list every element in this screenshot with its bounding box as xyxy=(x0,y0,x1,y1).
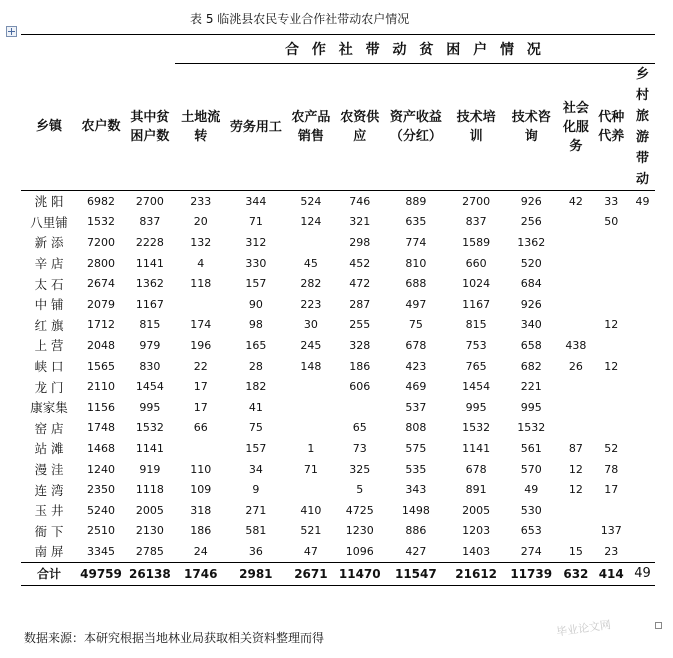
cell-breed xyxy=(593,500,630,521)
cell-land: 118 xyxy=(190,277,212,291)
total-row xyxy=(21,562,655,585)
table-row xyxy=(21,294,655,315)
cell-social: 12 xyxy=(568,462,583,476)
cell-poor: 1532 xyxy=(135,421,164,435)
table-resize-handle[interactable] xyxy=(655,622,662,629)
col-header-town: 乡镇 xyxy=(21,64,77,191)
cell-poor: 1362 xyxy=(135,277,164,291)
cell-town: 衙 下 xyxy=(34,523,64,539)
cell-agri: 472 xyxy=(349,277,371,291)
cell-breed: 50 xyxy=(604,215,619,229)
cell-poor: 2005 xyxy=(135,503,164,517)
cell-tech: 765 xyxy=(465,359,487,373)
cell-social: 87 xyxy=(568,441,583,455)
cell-land: 132 xyxy=(190,235,212,249)
col-header-agri: 农资供 应 xyxy=(337,64,383,191)
cell-poor: 2700 xyxy=(135,194,164,208)
cell-town: 龙 门 xyxy=(34,379,64,395)
cell-tech: 753 xyxy=(465,338,487,352)
cell-product xyxy=(285,232,337,253)
cell-breed: 33 xyxy=(604,194,619,208)
cell-town: 辛 店 xyxy=(34,256,64,272)
table-title: 表 5 临洮县农民专业合作社带动农户情况 xyxy=(190,12,410,26)
cell-land: 66 xyxy=(193,421,208,435)
cell-labor: 36 xyxy=(248,544,263,558)
cell-labor: 98 xyxy=(248,318,263,332)
cell-town: 太 石 xyxy=(34,276,64,292)
cell-town: 连 湾 xyxy=(34,482,64,498)
cell-tech: 2700 xyxy=(462,194,491,208)
total-social: 632 xyxy=(559,562,592,585)
watermark: 毕业论文网 xyxy=(555,618,612,639)
group-header-row xyxy=(21,35,655,64)
table-row xyxy=(21,356,655,377)
cell-agri: 325 xyxy=(349,462,371,476)
cell-asset: 575 xyxy=(405,441,427,455)
cell-product: 524 xyxy=(300,194,322,208)
cell-labor: 71 xyxy=(248,215,263,229)
cell-tour xyxy=(630,438,655,459)
cell-asset: 535 xyxy=(405,462,427,476)
cell-breed xyxy=(593,273,630,294)
total-breed: 414 xyxy=(593,562,630,585)
cell-land: 109 xyxy=(190,483,212,497)
total-agri: 11470 xyxy=(337,562,383,585)
cell-product: 148 xyxy=(300,359,322,373)
cell-land: 233 xyxy=(190,194,212,208)
cell-product: 1 xyxy=(307,441,315,455)
cell-breed: 12 xyxy=(604,318,619,332)
table-row xyxy=(21,500,655,521)
cell-households: 6982 xyxy=(87,194,115,208)
cell-tech: 815 xyxy=(465,318,487,332)
cell-agri: 255 xyxy=(349,318,371,332)
cell-tour xyxy=(630,500,655,521)
cell-asset: 889 xyxy=(405,194,427,208)
table-row xyxy=(21,232,655,253)
cell-agri: 321 xyxy=(349,215,371,229)
cell-town: 漫 洼 xyxy=(34,462,64,478)
cell-tech: 1203 xyxy=(462,524,491,538)
total-households: 49759 xyxy=(77,562,125,585)
cell-tour xyxy=(630,273,655,294)
cell-poor: 1167 xyxy=(135,297,164,311)
cell-town: 新 添 xyxy=(34,235,64,251)
cell-breed: 17 xyxy=(604,483,619,497)
cell-labor: 9 xyxy=(252,483,260,497)
cell-social xyxy=(559,418,592,439)
cell-consult: 561 xyxy=(520,441,542,455)
cell-agri: 73 xyxy=(352,441,367,455)
col-header-breed: 代种 代养 xyxy=(593,64,630,191)
cell-town: 八里铺 xyxy=(30,214,68,230)
cell-asset: 1498 xyxy=(401,503,430,517)
cell-households: 1240 xyxy=(87,462,115,476)
cell-households: 1468 xyxy=(87,441,115,455)
table-row xyxy=(21,397,655,418)
cell-tech: 1167 xyxy=(462,297,491,311)
cell-tour xyxy=(630,253,655,274)
cell-consult: 1362 xyxy=(517,235,546,249)
table-move-handle-icon[interactable] xyxy=(6,26,17,37)
cell-town: 南 屏 xyxy=(34,544,64,560)
cell-tour xyxy=(630,335,655,356)
cell-social: 42 xyxy=(568,194,583,208)
cell-agri: 1096 xyxy=(345,544,374,558)
cell-town: 站 滩 xyxy=(34,441,64,457)
cell-town: 康家集 xyxy=(30,400,68,416)
cell-product xyxy=(285,376,337,397)
cell-agri: 452 xyxy=(349,256,371,270)
col-header-product: 农产品 销售 xyxy=(285,64,337,191)
cell-town: 洮 阳 xyxy=(34,194,64,210)
source-note: 数据来源：本研究根据当地林业局获取相关资料整理而得 xyxy=(24,631,325,645)
cell-land: 20 xyxy=(193,215,208,229)
cell-labor: 41 xyxy=(248,400,263,414)
table-body xyxy=(21,35,655,586)
cell-land: 196 xyxy=(190,338,212,352)
cell-agri: 746 xyxy=(349,194,371,208)
cell-land: 17 xyxy=(193,400,208,414)
cell-asset: 469 xyxy=(405,380,427,394)
table-row xyxy=(21,212,655,233)
cell-breed xyxy=(593,232,630,253)
cell-households: 1712 xyxy=(87,318,115,332)
cell-land: 110 xyxy=(190,462,212,476)
cell-labor: 157 xyxy=(245,441,267,455)
cell-asset: 810 xyxy=(405,256,427,270)
cell-breed: 137 xyxy=(600,524,622,538)
cell-product: 521 xyxy=(300,524,322,538)
cell-tour xyxy=(630,459,655,480)
cell-labor: 157 xyxy=(245,277,267,291)
table-row xyxy=(21,191,655,212)
cell-social xyxy=(559,500,592,521)
cell-households: 2350 xyxy=(87,483,115,497)
cell-poor: 837 xyxy=(139,215,161,229)
cell-tour xyxy=(630,356,655,377)
cell-breed: 23 xyxy=(604,544,619,558)
cell-labor: 75 xyxy=(248,421,263,435)
cell-asset: 343 xyxy=(405,483,427,497)
cell-labor: 312 xyxy=(245,235,267,249)
cell-labor: 581 xyxy=(245,524,267,538)
cell-poor: 2130 xyxy=(135,524,164,538)
cell-poor: 995 xyxy=(139,400,161,414)
cell-poor: 1141 xyxy=(135,441,164,455)
cell-breed xyxy=(593,253,630,274)
cell-labor: 344 xyxy=(245,194,267,208)
cell-consult: 658 xyxy=(520,338,542,352)
table-row xyxy=(21,541,655,562)
cell-product xyxy=(285,397,337,418)
cell-tech: 1024 xyxy=(462,277,491,291)
cell-tech: 2005 xyxy=(462,503,491,517)
cell-poor: 830 xyxy=(139,359,161,373)
cell-households: 2674 xyxy=(87,277,115,291)
cell-agri: 606 xyxy=(349,380,371,394)
cell-breed xyxy=(593,376,630,397)
cell-product: 71 xyxy=(303,462,318,476)
table-row xyxy=(21,335,655,356)
col-header-asset: 资产收益 （分红） xyxy=(383,64,450,191)
cell-poor: 2785 xyxy=(135,544,164,558)
cell-poor: 815 xyxy=(139,318,161,332)
cell-breed: 12 xyxy=(604,359,619,373)
cell-poor: 1454 xyxy=(135,380,164,394)
cell-town: 中 铺 xyxy=(34,297,64,313)
cell-breed xyxy=(593,294,630,315)
total-product: 2671 xyxy=(285,562,337,585)
cell-tour xyxy=(630,479,655,500)
cell-social xyxy=(559,253,592,274)
cell-consult: 256 xyxy=(520,215,542,229)
group-header-spacer xyxy=(21,35,175,64)
cell-households: 7200 xyxy=(87,235,115,249)
total-labor: 2981 xyxy=(227,562,285,585)
group-header: 合 作 社 带 动 贫 困 户 情 况 xyxy=(175,35,655,64)
cell-tour xyxy=(630,521,655,542)
cell-land: 4 xyxy=(197,256,205,270)
cell-product: 30 xyxy=(303,318,318,332)
col-header-social: 社会 化服 务 xyxy=(559,64,592,191)
cell-labor: 28 xyxy=(248,359,263,373)
cell-agri: 5 xyxy=(356,483,364,497)
cell-labor: 271 xyxy=(245,503,267,517)
cell-social xyxy=(559,376,592,397)
cell-agri: 65 xyxy=(352,421,367,435)
cell-consult: 684 xyxy=(520,277,542,291)
cell-social xyxy=(559,521,592,542)
cell-labor: 34 xyxy=(248,462,263,476)
cell-land: 318 xyxy=(190,503,212,517)
cell-land xyxy=(175,294,227,315)
table-row xyxy=(21,315,655,336)
cell-tech: 660 xyxy=(465,256,487,270)
cell-social xyxy=(559,273,592,294)
cell-consult: 926 xyxy=(520,297,542,311)
cell-tour xyxy=(630,541,655,562)
cell-asset: 497 xyxy=(405,297,427,311)
cell-town: 红 旗 xyxy=(34,317,64,333)
col-header-consult: 技术咨 询 xyxy=(503,64,559,191)
cell-social: 15 xyxy=(568,544,583,558)
cell-land xyxy=(175,438,227,459)
cell-product: 223 xyxy=(300,297,322,311)
cell-labor: 90 xyxy=(248,297,263,311)
cell-consult: 995 xyxy=(520,400,542,414)
cell-land: 17 xyxy=(193,380,208,394)
cell-agri: 298 xyxy=(349,235,371,249)
col-header-poor: 其中贫 困户数 xyxy=(125,64,175,191)
cell-tour xyxy=(630,376,655,397)
total-consult: 11739 xyxy=(503,562,559,585)
cell-tech: 1589 xyxy=(462,235,491,249)
cell-labor: 330 xyxy=(245,256,267,270)
cell-breed xyxy=(593,397,630,418)
cell-poor: 2228 xyxy=(135,235,164,249)
cell-product: 245 xyxy=(300,338,322,352)
table-row xyxy=(21,438,655,459)
cell-households: 2510 xyxy=(87,524,115,538)
cell-agri: 186 xyxy=(349,359,371,373)
cell-land: 174 xyxy=(190,318,212,332)
cell-town: 上 营 xyxy=(34,338,64,354)
cell-households: 3345 xyxy=(87,544,115,558)
cell-asset: 886 xyxy=(405,524,427,538)
col-header-tour: 乡 村 旅 游 带 动 xyxy=(630,64,655,191)
cell-social xyxy=(559,294,592,315)
cell-social: 26 xyxy=(568,359,583,373)
total-asset: 11547 xyxy=(383,562,450,585)
cell-consult: 926 xyxy=(520,194,542,208)
cell-tour xyxy=(630,212,655,233)
cell-tech: 837 xyxy=(465,215,487,229)
table-row xyxy=(21,418,655,439)
cell-tour xyxy=(630,315,655,336)
cell-tour: 49 xyxy=(635,194,650,208)
table-row xyxy=(21,459,655,480)
cell-product: 47 xyxy=(303,544,318,558)
table-row xyxy=(21,253,655,274)
total-tech: 21612 xyxy=(449,562,503,585)
cell-breed: 52 xyxy=(604,441,619,455)
cell-consult: 274 xyxy=(520,544,542,558)
table-row xyxy=(21,479,655,500)
total-land: 1746 xyxy=(175,562,227,585)
cell-town: 峡 口 xyxy=(34,359,64,375)
cell-tour xyxy=(630,397,655,418)
table-row xyxy=(21,376,655,397)
cell-consult: 653 xyxy=(520,524,542,538)
cell-town: 窑 店 xyxy=(34,420,64,436)
cooperative-table xyxy=(21,34,655,586)
cell-households: 1748 xyxy=(87,421,115,435)
cell-tech: 891 xyxy=(465,483,487,497)
cell-social: 438 xyxy=(565,338,587,352)
cell-tech: 1532 xyxy=(462,421,491,435)
cell-consult: 49 xyxy=(524,483,539,497)
cell-product xyxy=(285,479,337,500)
cell-households: 2800 xyxy=(87,256,115,270)
cell-breed xyxy=(593,335,630,356)
cell-land: 22 xyxy=(193,359,208,373)
cell-asset: 688 xyxy=(405,277,427,291)
cell-poor: 919 xyxy=(139,462,161,476)
cell-asset: 423 xyxy=(405,359,427,373)
total-town: 合计 xyxy=(21,562,77,585)
cell-households: 2110 xyxy=(87,380,115,394)
cell-agri: 287 xyxy=(349,297,371,311)
cell-tech: 678 xyxy=(465,462,487,476)
cell-households: 5240 xyxy=(87,503,115,517)
cell-product: 282 xyxy=(300,277,322,291)
cell-land: 186 xyxy=(190,524,212,538)
cell-consult: 570 xyxy=(520,462,542,476)
table-row xyxy=(21,273,655,294)
cell-tech: 1454 xyxy=(462,380,491,394)
cell-households: 1565 xyxy=(87,359,115,373)
cell-agri: 1230 xyxy=(345,524,374,538)
cell-product: 410 xyxy=(300,503,322,517)
cell-asset: 75 xyxy=(408,318,423,332)
cell-poor: 1118 xyxy=(135,483,164,497)
col-header-labor: 劳务用工 xyxy=(227,64,285,191)
table-row xyxy=(21,521,655,542)
cell-labor: 165 xyxy=(245,338,267,352)
cell-poor: 1141 xyxy=(135,256,164,270)
cell-tour xyxy=(630,418,655,439)
cell-agri: 4725 xyxy=(345,503,374,517)
cell-consult: 530 xyxy=(520,503,542,517)
total-poor: 26138 xyxy=(125,562,175,585)
cell-product: 124 xyxy=(300,215,322,229)
cell-consult: 1532 xyxy=(517,421,546,435)
cell-households: 1532 xyxy=(87,215,115,229)
cell-product: 45 xyxy=(303,256,318,270)
cell-consult: 340 xyxy=(520,318,542,332)
col-header-land: 土地流 转 xyxy=(175,64,227,191)
cell-social xyxy=(559,315,592,336)
cell-breed xyxy=(593,418,630,439)
cell-town: 玉 井 xyxy=(34,503,64,519)
cell-households: 1156 xyxy=(87,400,115,414)
cell-social xyxy=(559,232,592,253)
cell-asset: 808 xyxy=(405,421,427,435)
cell-agri xyxy=(337,397,383,418)
cell-land: 24 xyxy=(193,544,208,558)
cell-tech: 995 xyxy=(465,400,487,414)
column-header-row xyxy=(21,64,655,191)
cell-asset: 537 xyxy=(405,400,427,414)
cell-poor: 979 xyxy=(139,338,161,352)
col-header-households: 农户数 xyxy=(77,64,125,191)
cell-asset: 678 xyxy=(405,338,427,352)
cell-consult: 221 xyxy=(520,380,542,394)
cell-social xyxy=(559,212,592,233)
cell-tech: 1141 xyxy=(462,441,491,455)
cell-households: 2079 xyxy=(87,297,115,311)
cell-asset: 427 xyxy=(405,544,427,558)
cell-social: 12 xyxy=(568,483,583,497)
cell-labor: 182 xyxy=(245,380,267,394)
cell-asset: 774 xyxy=(405,235,427,249)
cell-tour xyxy=(630,232,655,253)
cell-consult: 520 xyxy=(520,256,542,270)
cell-social xyxy=(559,397,592,418)
cell-product xyxy=(285,418,337,439)
cell-consult: 682 xyxy=(520,359,542,373)
cell-tour xyxy=(630,294,655,315)
cell-agri: 328 xyxy=(349,338,371,352)
cell-tech: 1403 xyxy=(462,544,491,558)
cell-households: 2048 xyxy=(87,338,115,352)
total-tour: 49 xyxy=(630,562,655,585)
cell-asset: 635 xyxy=(405,215,427,229)
col-header-tech: 技术培 训 xyxy=(449,64,503,191)
cell-breed: 78 xyxy=(604,462,619,476)
